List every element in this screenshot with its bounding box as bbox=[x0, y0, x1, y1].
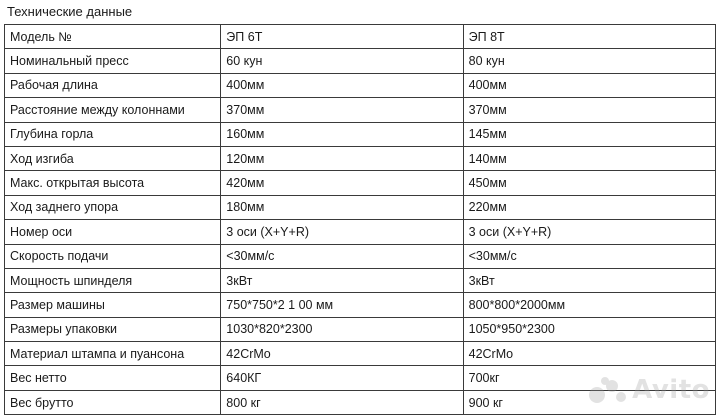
cell-parameter: Мощность шпинделя bbox=[5, 268, 221, 292]
cell-ep6t-value: <30мм/с bbox=[221, 244, 463, 268]
cell-ep6t-value: ЭП 6Т bbox=[221, 25, 463, 49]
cell-ep6t-value: 3кВт bbox=[221, 268, 463, 292]
watermark-text: Avito bbox=[632, 375, 710, 405]
table-row bbox=[5, 366, 716, 390]
cell-ep8t-value: 400мм bbox=[463, 73, 715, 97]
cell-parameter: Размеры упаковки bbox=[5, 317, 221, 341]
table-row bbox=[5, 98, 716, 122]
cell-ep8t-value: 1050*950*2300 bbox=[463, 317, 715, 341]
table-row bbox=[5, 244, 716, 268]
cell-ep6t-value: 370мм bbox=[221, 98, 463, 122]
table-row bbox=[5, 293, 716, 317]
cell-ep8t-value: 800*800*2000мм bbox=[463, 293, 715, 317]
cell-parameter: Глубина горла bbox=[5, 122, 221, 146]
table-row bbox=[5, 171, 716, 195]
cell-ep6t-value: 400мм bbox=[221, 73, 463, 97]
table-row bbox=[5, 220, 716, 244]
cell-parameter: Скорость подачи bbox=[5, 244, 221, 268]
table-row bbox=[5, 390, 716, 414]
cell-parameter: Рабочая длина bbox=[5, 73, 221, 97]
table-row bbox=[5, 317, 716, 341]
table-row bbox=[5, 268, 716, 292]
cell-parameter: Вес брутто bbox=[5, 390, 221, 414]
cell-ep6t-value: 420мм bbox=[221, 171, 463, 195]
cell-parameter: Материал штампа и пуансона bbox=[5, 342, 221, 366]
cell-parameter: Вес нетто bbox=[5, 366, 221, 390]
cell-ep8t-value: 145мм bbox=[463, 122, 715, 146]
cell-ep6t-value: 160мм bbox=[221, 122, 463, 146]
cell-ep6t-value: 750*750*2 1 00 мм bbox=[221, 293, 463, 317]
table-row bbox=[5, 342, 716, 366]
table-row bbox=[5, 195, 716, 219]
cell-ep8t-value: <30мм/с bbox=[463, 244, 715, 268]
specs-table-body bbox=[5, 25, 716, 415]
cell-ep8t-value: 80 кун bbox=[463, 49, 715, 73]
table-row bbox=[5, 73, 716, 97]
cell-parameter: Номинальный пресс bbox=[5, 49, 221, 73]
cell-ep6t-value: 180мм bbox=[221, 195, 463, 219]
cell-ep6t-value: 60 кун bbox=[221, 49, 463, 73]
cell-ep6t-value: 800 кг bbox=[221, 390, 463, 414]
cell-ep6t-value: 42CrMo bbox=[221, 342, 463, 366]
cell-parameter: Ход изгиба bbox=[5, 146, 221, 170]
cell-parameter: Расстояние между колоннами bbox=[5, 98, 221, 122]
cell-parameter: Размер машины bbox=[5, 293, 221, 317]
cell-parameter: Ход заднего упора bbox=[5, 195, 221, 219]
cell-parameter: Номер оси bbox=[5, 220, 221, 244]
cell-ep8t-value: 700кг bbox=[463, 366, 715, 390]
cell-ep8t-value: 450мм bbox=[463, 171, 715, 195]
cell-parameter: Модель № bbox=[5, 25, 221, 49]
cell-ep6t-value: 3 оси (X+Y+R) bbox=[221, 220, 463, 244]
table-row bbox=[5, 122, 716, 146]
cell-ep8t-value: 140мм bbox=[463, 146, 715, 170]
cell-ep8t-value: 42CrMo bbox=[463, 342, 715, 366]
cell-ep8t-value: 900 кг bbox=[463, 390, 715, 414]
cell-ep8t-value: 3 оси (X+Y+R) bbox=[463, 220, 715, 244]
cell-ep8t-value: ЭП 8Т bbox=[463, 25, 715, 49]
cell-ep6t-value: 640КГ bbox=[221, 366, 463, 390]
cell-ep8t-value: 370мм bbox=[463, 98, 715, 122]
table-row bbox=[5, 25, 716, 49]
cell-ep8t-value: 220мм bbox=[463, 195, 715, 219]
cell-ep6t-value: 1030*820*2300 bbox=[221, 317, 463, 341]
cell-ep8t-value: 3кВт bbox=[463, 268, 715, 292]
cell-ep6t-value: 120мм bbox=[221, 146, 463, 170]
specs-table bbox=[4, 24, 716, 415]
page-title: Технические данные bbox=[7, 4, 133, 19]
table-row bbox=[5, 146, 716, 170]
table-row bbox=[5, 49, 716, 73]
cell-parameter: Макс. открытая высота bbox=[5, 171, 221, 195]
